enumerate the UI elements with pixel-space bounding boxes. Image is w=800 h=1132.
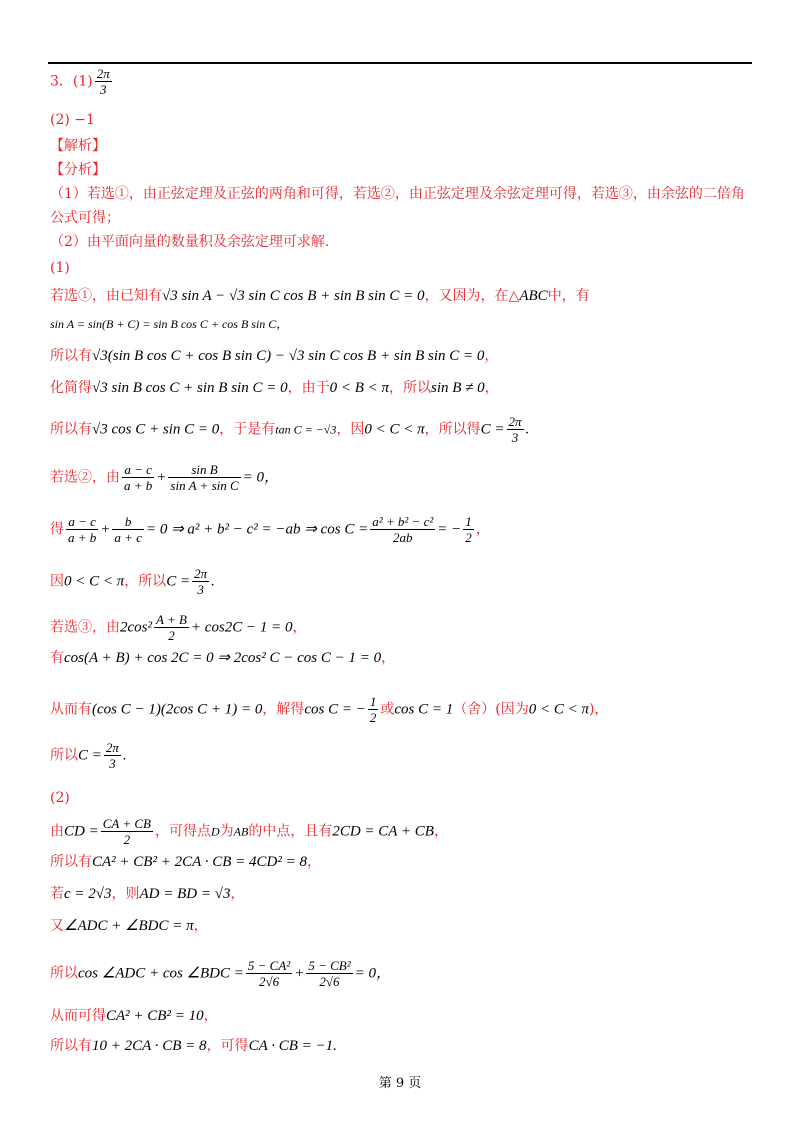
analysis-line-2: 公式可得； (50, 210, 120, 226)
part2-label: (2) (50, 790, 70, 806)
fraction: $\frac{\text{5 − CA²}}{2√6}$ (247, 958, 291, 989)
fraction: $\frac{2\pi}{3}$ (194, 566, 208, 597)
label-fenxi: 【分析】 (50, 162, 106, 178)
fraction: $\frac{1}{2}$ (369, 694, 377, 725)
top-rule (48, 62, 752, 64)
part1-line-10: 有cos(A + B) + cos 2C = 0 ⇒ 2cos² C − cos C − 1 = 0， (50, 650, 396, 666)
fraction: $\frac{CA + CB}{2}$ (102, 816, 151, 847)
part1-line-6: 若选②，由 $\frac{a - c}{a + b}$ + $\frac{\text{sin B}}{\text{sin A + sin C}}$ = 0， (50, 462, 280, 493)
part2-line-6: 从而可得CA² + CB² = 10， (50, 1008, 218, 1024)
fraction: $\frac{a - c}{a + b}$ (68, 514, 97, 545)
part2-line-1: 由CD = $\frac{CA + CB}{2}$ ，可得点D为AB的中点，且有2CD = CA + CB， (50, 816, 448, 847)
fraction: $\frac{b}{a + c}$ (114, 514, 142, 545)
answer1-fraction (95, 66, 112, 97)
fraction: $\frac{A + B}{2}$ (156, 612, 187, 643)
problem-number: 3．(1) (50, 73, 93, 90)
analysis-line-1: （1）若选①，由正弦定理及正弦的两角和可得，若选②，由正弦定理及余弦定理可得，若选③，由余弦的二倍角 (50, 186, 745, 202)
part1-line-9: 若选③，由2cos² $\frac{A + B}{2}$ + cos2C − 1 = 0， (50, 612, 307, 643)
label-jiexi: 【解析】 (50, 138, 106, 154)
part2-line-7: 所以有10 + 2CA · CB = 8，可得CA · CB = −1. (50, 1038, 337, 1054)
part1-line-7: 得 $\frac{a - c}{a + b}$ + $\frac{b}{a + c}$ = 0 ⇒ a² + b² − c² = −ab ⇒ cos C = $\frac{\text{a² + b² − c²}}{2ab}$ = − $\frac{1}{2}$ ， (50, 514, 490, 545)
page-number: 第 9 页 (378, 1076, 422, 1091)
fraction: $\frac{2\pi}{3}$ (508, 414, 522, 445)
part1-line-8: 因0 < C < π，所以C = $\frac{2\pi}{3}$ . (50, 566, 215, 597)
part2-line-4: 又∠ADC + ∠BDC = π， (50, 918, 208, 934)
part1-line-11: 从而有(cos C − 1)(2cos C + 1) = 0，解得cos C = − $\frac{1}{2}$ 或cos C = 1（舍）(因为0 < C < π)， (50, 694, 609, 725)
analysis-line-3: （2）由平面向量的数量积及余弦定理可求解. (50, 234, 330, 250)
answer-2: (2) −1 (50, 112, 95, 128)
part2-line-2: 所以有CA² + CB² + 2CA · CB = 4CD² = 8， (50, 854, 321, 870)
problem-header (50, 66, 114, 97)
part1-line-12: 所以C = $\frac{2\pi}{3}$ . (50, 740, 127, 771)
part1-label: (1) (50, 260, 70, 276)
part1-line-3: 所以有√3(sin B cos C + cos B sin C) − √3 sin C cos B + sin B sin C = 0， (50, 348, 499, 364)
part2-line-3: 若c = 2√3，则AD = BD = √3， (50, 886, 245, 902)
fraction: $\frac{\text{5 − CB²}}{2√6}$ (308, 958, 351, 989)
fraction: $\frac{\text{a² + b² − c²}}{2ab}$ (372, 514, 434, 545)
part1-line-1: 若选①，由已知有√3 sin A − √3 sin C cos B + sin B sin C = 0，又因为，在△ABC中，有 (50, 288, 590, 304)
part2-line-5: 所以cos ∠ADC + cos ∠BDC = $\frac{\text{5 − CA²}}{2√6}$ + $\frac{\text{5 − CB²}}{2√6}$ = 0， (50, 958, 391, 989)
fraction-denominator: 3 (100, 82, 107, 97)
fraction-numerator: 2π (96, 66, 110, 81)
fraction: $\frac{\text{sin B}}{\text{sin A + sin C}}$ (170, 462, 239, 493)
fraction: $\frac{2\pi}{3}$ (105, 740, 119, 771)
part1-line-5: 所以有√3 cos C + sin C = 0，于是有tan C = −√3，因0 < C < π，所以得C = $\frac{2\pi}{3}$ . (50, 414, 530, 445)
part1-line-2: sin A = sin(B + C) = sin B cos C + cos B sin C， (50, 317, 289, 331)
fraction: $\frac{a - c}{a + b}$ (124, 462, 153, 493)
part1-line-4: 化简得√3 sin B cos C + sin B sin C = 0，由于0 < B < π，所以sin B ≠ 0， (50, 380, 499, 396)
fraction: $\frac{1}{2}$ (465, 514, 472, 545)
